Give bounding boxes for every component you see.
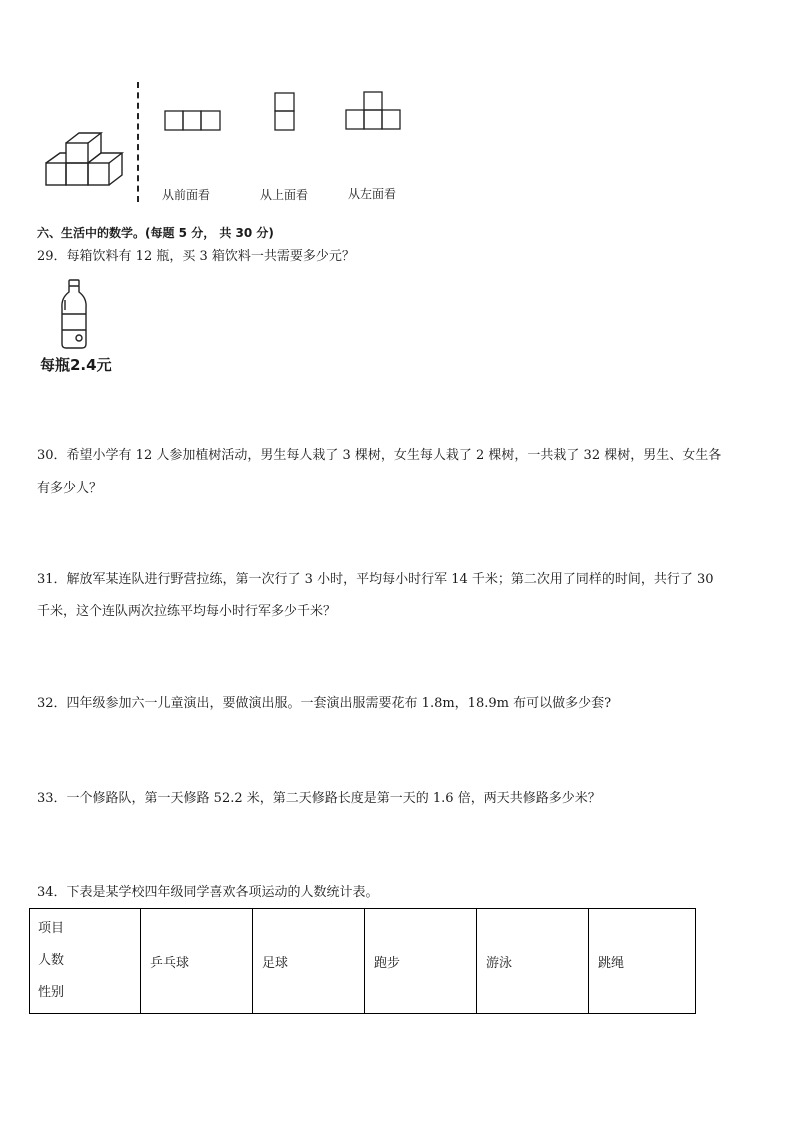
question-34: 34．下表是某学校四年级同学喜欢各项运动的人数统计表。 (37, 885, 379, 900)
bottle-price-label: 每瓶2.4元 (40, 356, 112, 374)
table-header-cell (30, 909, 141, 1014)
header-count-label: 人数 (38, 953, 65, 968)
column-football: 足球 (253, 909, 365, 1014)
table-row (30, 909, 696, 1014)
left-view-diagram (345, 91, 403, 131)
question-31-line-2: 千米，这个连队两次拉练平均每小时行军多少千米？ (37, 604, 337, 619)
left-view-label: 从左面看 (348, 187, 397, 201)
column-jump-rope: 跳绳 (589, 909, 696, 1014)
sports-statistics-table (29, 908, 696, 1014)
column-swimming: 游泳 (477, 909, 589, 1014)
header-gender-label: 性别 (38, 985, 65, 1000)
question-32: 32．四年级参加六一儿童演出，要做演出服。一套演出服需要花布 1.8m，18.9m 布可以做多少套? (37, 696, 612, 711)
question-33: 33．一个修路队，第一天修路 52.2 米，第二天修路长度是第一天的 1.6 倍，两天共修路多少米？ (37, 791, 601, 806)
column-pingpong: 乒乓球 (141, 909, 253, 1014)
front-view-label: 从前面看 (162, 188, 211, 202)
top-view-diagram (274, 92, 296, 132)
question-30-line-2: 有多少人？ (37, 481, 103, 496)
top-view-label: 从上面看 (260, 188, 309, 202)
column-running: 跑步 (365, 909, 477, 1014)
question-30-line-1: 30．希望小学有 12 人参加植树活动，男生每人栽了 3 棵树，女生每人栽了 2 棵树，一共栽了 32 棵树，男生、女生各 (37, 448, 722, 463)
header-item-label: 项目 (38, 921, 65, 936)
cube-stack-figure (40, 125, 130, 190)
dashed-divider (137, 82, 139, 202)
section-title: 六、生活中的数学。(每题 5 分， 共 30 分) (37, 226, 274, 240)
question-31-line-1: 31．解放军某连队进行野营拉练，第一次行了 3 小时，平均每小时行军 14 千米；第二次用了同样的时间，共行了 30 (37, 572, 714, 587)
front-view-diagram (164, 110, 224, 132)
bottle-icon (57, 278, 91, 350)
question-29: 29．每箱饮料有 12 瓶，买 3 箱饮料一共需要多少元？ (37, 249, 355, 264)
